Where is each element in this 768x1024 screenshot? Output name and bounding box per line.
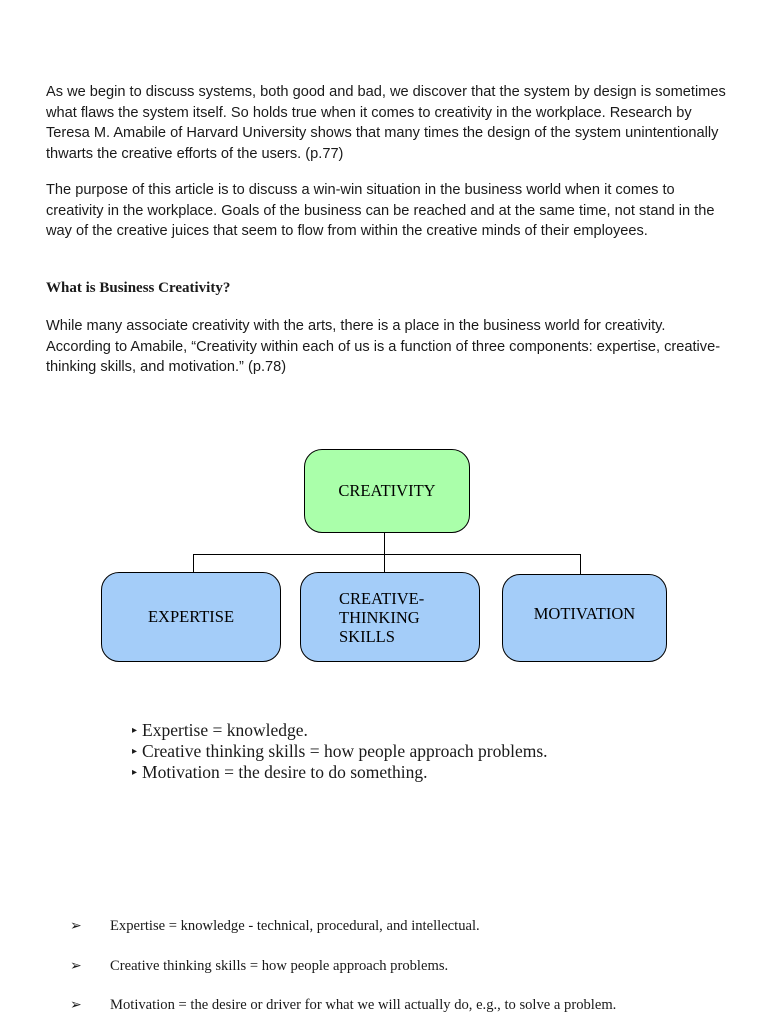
summary-item-text: Expertise = knowledge. [142,720,308,740]
triangle-bullet-icon: ▸ [132,746,138,757]
triangle-bullet-icon: ▸ [132,767,138,778]
summary-item-text: Motivation = the desire to do something. [142,762,428,782]
connector-horizontal [193,554,581,555]
arrow-list-item [70,997,616,1014]
purpose-paragraph: The purpose of this article is to discuss a win-win situation in the business world when it comes to creativity in the workplace. Goals of the business can be reached and at the same time, not stand in the way of the creative juices that seem to flow from within the creative minds of their employees. [46,182,715,239]
intro-paragraph: As we begin to discuss systems, both good and bad, we discover that the system by design is sometimes what flaws the system itself. So holds true when it comes to creativity in the workplace. Research by Teresa M. Amabile of Harvard University shows that many times the design of the system unintentionally thwarts the creative efforts of the users. (p.77) [46,84,726,162]
summary-item-text: Creative thinking skills = how people approach problems. [142,741,548,761]
arrow-list-item [70,918,480,935]
diagram-node-creativity: CREATIVITY [304,449,470,533]
summary-item [132,741,548,762]
arrow-list-text: Expertise = knowledge - technical, procedural, and intellectual. [110,918,480,934]
arrow-bullet-icon: ➢ [70,959,82,974]
connector-right [580,554,581,574]
arrow-list-text: Motivation = the desire or driver for what we will actually do, e.g., to solve a problem. [110,997,617,1013]
arrow-bullet-icon: ➢ [70,919,82,934]
diagram-node-motivation: MOTIVATION [502,574,667,662]
arrow-list-text: Creative thinking skills = how people approach problems. [110,958,449,974]
connector-vertical [384,533,385,554]
definition-paragraph: While many associate creativity with the arts, there is a place in the business world for creativity. According to Amabile, “Creativity within each of us is a function of three components: expertise, creative-thinking skills, and motivation.” (p.78) [46,318,721,375]
triangle-bullet-icon: ▸ [132,725,138,736]
diagram-node-creative-thinking-skills: CREATIVE- THINKING SKILLS [300,572,480,662]
connector-center [384,554,385,572]
connector-left [193,554,194,572]
summary-item [132,720,548,741]
diagram-node-expertise: EXPERTISE [101,572,281,662]
section-heading: What is Business Creativity? [46,280,231,296]
arrow-list-item [70,958,448,975]
summary-list [132,720,548,783]
arrow-bullet-icon: ➢ [70,998,82,1013]
summary-item [132,762,548,783]
